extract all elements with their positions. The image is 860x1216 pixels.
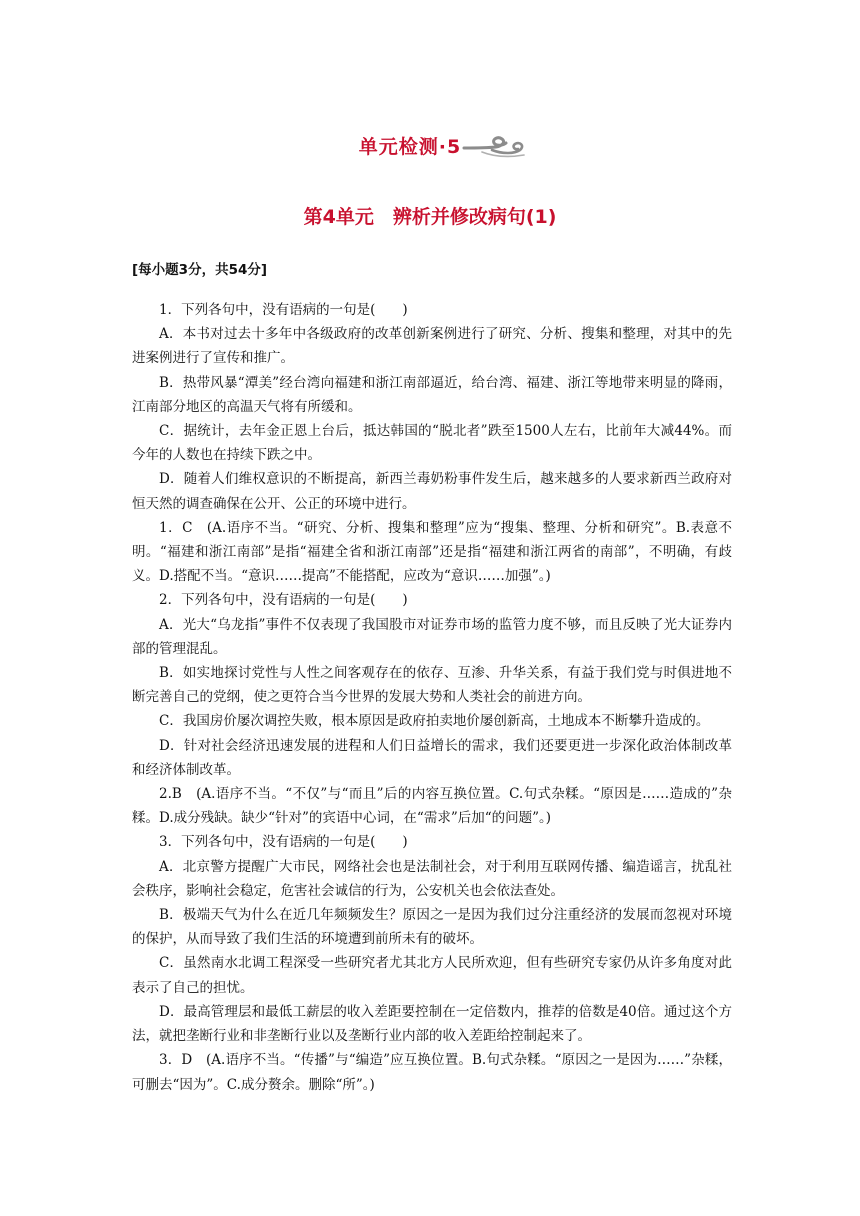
question-content (132, 298, 732, 1097)
option-text: D．最高管理层和最低工薪层的收入差距要控制在一定倍数内，推荐的倍数是40倍。通过这个方法，就把垄断行业和非垄断行业以及垄断行业内部的收入差距给控制起来了。 (132, 1003, 732, 1045)
option-text: D．随着人们维权意识的不断提高，新西兰毒奶粉事件发生后，越来越多的人要求新西兰政府对恒天然的调查确保在公开、公正的环境中进行。 (132, 471, 732, 512)
cloud-swirl-icon (462, 134, 530, 160)
option-text: C．虽然南水北调工程深受一些研究者尤其北方人民所欢迎，但有些研究专家仍从许多角度对此表示了自己的担忧。 (132, 955, 732, 996)
question-stem: 2．下列各句中，没有语病的一句是( ) (159, 592, 408, 609)
option-text: B．如实地探讨党性与人性之间客观存在的依存、互渗、升华关系，有益于我们党与时俱进地不断完善自己的党纲，使之更符合当今世界的发展大势和人类社会的前进方向。 (132, 665, 732, 706)
question-stem: 1．下列各句中，没有语病的一句是( ) (159, 302, 408, 318)
option-text: A．北京警方提醒广大市民，网络社会也是法制社会，对于利用互联网传播、编造谣言，扰乱社会秩序，影响社会稳定，危害社会诚信的行为，公安机关也会依法查处。 (132, 858, 732, 899)
option-text: D．针对社会经济迅速发展的进程和人们日益增长的需求，我们还要更进一步深化政治体制改革和经济体制改革。 (132, 737, 732, 778)
section-title: 第4单元 辨析并修改病句(1) (303, 206, 557, 228)
option-text: A．本书对过去十多年中各级政府的改革创新案例进行了研究、分析、搜集和整理，对其中的先进案例进行了宣传和推广。 (132, 326, 732, 367)
option-text: A．光大“乌龙指”事件不仅表现了我国股市对证券市场的监管力度不够，而且反映了光大证券内部的管理混乱。 (132, 616, 732, 657)
score-note: [每小题3分，共54分] (132, 262, 268, 278)
option-text: C．我国房价屡次调控失败，根本原因是政府拍卖地价屡创新高，土地成本不断攀升造成的。 (159, 713, 710, 730)
option-text: C．据统计，去年金正恩上台后，抵达韩国的“脱北者”跌至1500人左右，比前年大减44%。而今年的人数也在持续下跌之中。 (132, 423, 732, 464)
unit-title (0, 132, 860, 159)
answer-explanation: 3．D (A.语序不当。“传播”与“编造”应互换位置。B.句式杂糅。“原因之一是因为……”杂糅，可删去“因为”。C.成分赘余。删除“所”。) (132, 1052, 732, 1093)
unit-title-text: 单元检测·5 (358, 136, 462, 158)
option-text: B．极端天气为什么在近几年频频发生？原因之一是因为我们过分注重经济的发展而忽视对环境的保护，从而导致了我们生活的环境遭到前所未有的破坏。 (132, 907, 732, 948)
question-stem: 3．下列各句中，没有语病的一句是( ) (159, 834, 408, 851)
option-text: B．热带风暴“潭美”经台湾向福建和浙江南部逼近，给台湾、福建、浙江等地带来明显的降雨，江南部分地区的高温天气将有所缓和。 (132, 374, 732, 415)
answer-explanation: 1．C (A.语序不当。“研究、分析、搜集和整理”应为“搜集、整理、分析和研究”。B.表意不明。“福建和浙江南部”是指“福建全省和浙江南部”还是指“福建和浙江两省的南部”，不明确，有歧义。D.搭配不当。“意识……提高”不能搭配，应改为“意识……加强”。) (132, 519, 732, 585)
answer-explanation: 2.B (A.语序不当。“不仅”与“而且”后的内容互换位置。C.句式杂糅。“原因是……造成的”杂糅。D.成分残缺。缺少“针对”的宾语中心词，在“需求”后加“的问题”。) (132, 786, 732, 827)
